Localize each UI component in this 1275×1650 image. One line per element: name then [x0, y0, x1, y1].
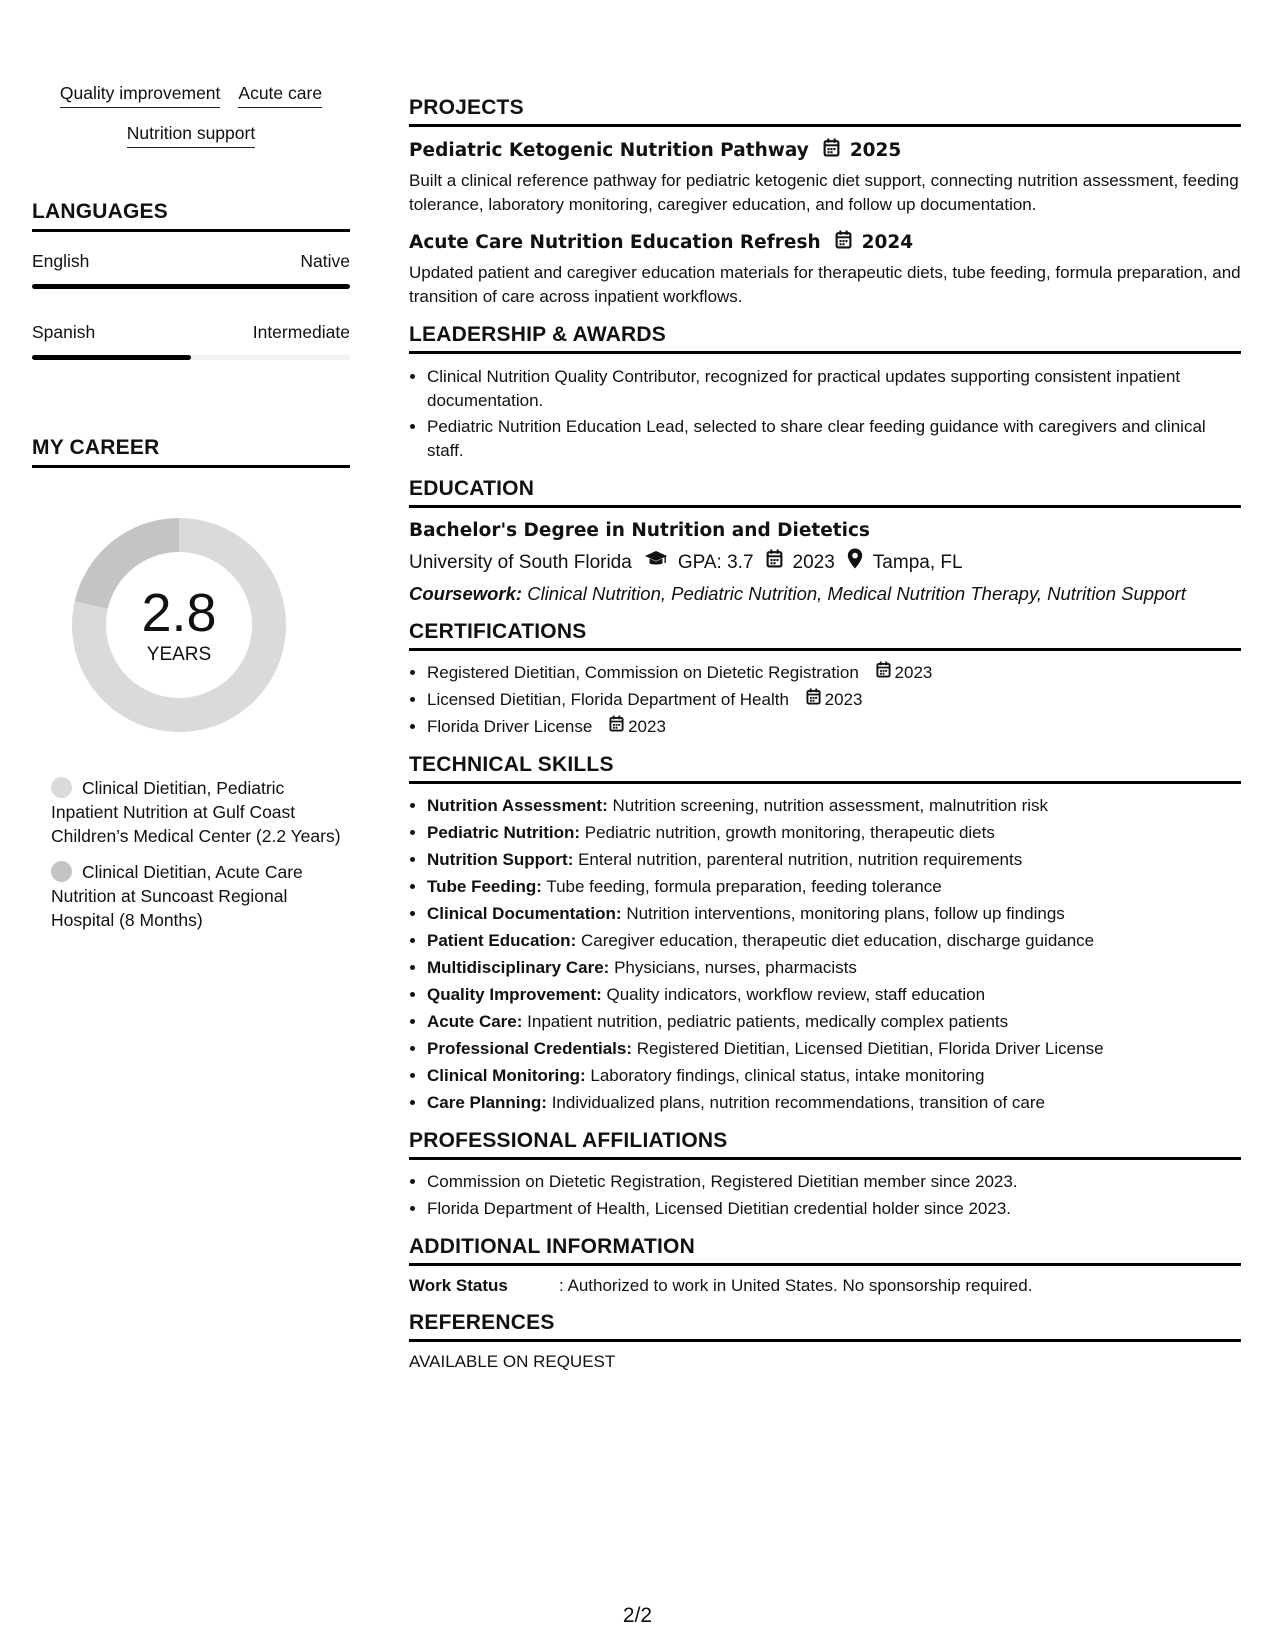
- languages-heading: LANGUAGES: [32, 200, 350, 232]
- project-item: [409, 230, 1241, 309]
- leadership-item: • Clinical Nutrition Quality Contributor, recognized for practical updates supporting consistent inpatient documentation.: [427, 365, 1241, 413]
- skill-tag: Nutrition support: [127, 122, 255, 148]
- affiliation-item: • Florida Department of Health, Licensed Dietitian credential holder since 2023.: [427, 1196, 1241, 1221]
- language-level: Native: [300, 251, 350, 271]
- language-item: [32, 321, 350, 360]
- certification-name: Registered Dietitian, Commission on Dietetic Registration: [427, 663, 859, 682]
- project-name: Acute Care Nutrition Education Refresh: [409, 232, 821, 253]
- languages-section: [32, 200, 350, 360]
- graduation-cap-icon: [644, 550, 668, 576]
- references-text: AVAILABLE ON REQUEST: [409, 1352, 616, 1371]
- technical-skill-item: [427, 982, 1241, 1007]
- technical-skill-label: Quality Improvement:: [427, 985, 602, 1004]
- technical-skill-label: Acute Care:: [427, 1012, 523, 1031]
- work-status-label: Work Status: [409, 1276, 508, 1295]
- technical-skill-value: Nutrition interventions, monitoring plans, follow up findings: [626, 904, 1065, 923]
- career-item-text: Clinical Dietitian, Pediatric Inpatient Nutrition at Gulf Coast Children’s Medical Center (2.2 Years): [51, 778, 341, 846]
- technical-skill-value: Pediatric nutrition, growth monitoring, therapeutic diets: [584, 823, 995, 842]
- calendar-icon: [609, 714, 624, 739]
- page-number: 2/2: [622, 1604, 653, 1627]
- affiliation-item: • Commission on Dietetic Registration, Registered Dietitian member since 2023.: [427, 1169, 1241, 1194]
- coursework-label: Coursework:: [409, 583, 523, 604]
- project-item: [409, 138, 1241, 217]
- technical-skill-item: [427, 955, 1241, 980]
- technical-skill-label: Nutrition Assessment:: [427, 796, 608, 815]
- technical-skill-item: [427, 1063, 1241, 1088]
- work-status-value: : Authorized to work in United States. No sponsorship required.: [559, 1276, 1033, 1295]
- technical-skill-value: Tube feeding, formula preparation, feeding tolerance: [546, 877, 942, 896]
- certification-item: [427, 660, 1241, 685]
- certification-item: [427, 687, 1241, 712]
- technical-skill-value: Individualized plans, nutrition recommendations, transition of care: [551, 1093, 1045, 1112]
- career-total-unit: YEARS: [146, 644, 212, 665]
- technical-skill-item: [427, 1036, 1241, 1061]
- technical-skill-label: Multidisciplinary Care:: [427, 958, 610, 977]
- technical-skill-item: [427, 1090, 1241, 1115]
- certification-year: 2023: [824, 690, 863, 709]
- projects-heading: PROJECTS: [409, 96, 1241, 127]
- career-donut-chart: [64, 510, 294, 740]
- project-year: 2024: [861, 232, 914, 253]
- certification-year: 2023: [894, 663, 933, 682]
- technical-skill-item: [427, 901, 1241, 926]
- education-heading: EDUCATION: [409, 477, 1241, 508]
- language-item: [32, 250, 350, 289]
- additional-info-section: [409, 1235, 1241, 1297]
- technical-skill-value: Registered Dietitian, Licensed Dietitian, Florida Driver License: [636, 1039, 1104, 1058]
- education-meta: [409, 548, 1241, 577]
- technical-skill-item: [427, 874, 1241, 899]
- gpa: GPA: 3.7: [677, 551, 754, 573]
- technical-skill-value: Quality indicators, workflow review, staff education: [606, 985, 986, 1004]
- project-description: Built a clinical reference pathway for pediatric ketogenic diet support, connecting nutrition assessment, feeding tolerance, laboratory monitoring, caregiver education, and follow up documentation.: [409, 171, 1239, 214]
- affiliations-section: [409, 1129, 1241, 1221]
- references-heading: REFERENCES: [409, 1311, 1241, 1342]
- technical-skill-label: Care Planning:: [427, 1093, 547, 1112]
- degree-title: Bachelor's Degree in Nutrition and Dietetics: [409, 520, 870, 541]
- technical-skill-value: Laboratory findings, clinical status, intake monitoring: [590, 1066, 985, 1085]
- skill-tag: Quality improvement: [60, 82, 220, 108]
- career-heading: MY CAREER: [32, 436, 350, 468]
- technical-skill-item: [427, 1009, 1241, 1034]
- certification-name: Licensed Dietitian, Florida Department of Health: [427, 690, 789, 709]
- certification-item: [427, 714, 1241, 739]
- technical-skills-section: [409, 753, 1241, 1115]
- career-section: [32, 436, 350, 932]
- technical-skill-label: Tube Feeding:: [427, 877, 542, 896]
- technical-skills-list: [409, 793, 1241, 1115]
- technical-skill-value: Nutrition screening, nutrition assessment, malnutrition risk: [612, 796, 1049, 815]
- graduation-year: 2023: [792, 551, 835, 573]
- language-level: Intermediate: [252, 322, 350, 342]
- technical-skill-item: [427, 820, 1241, 845]
- technical-skill-item: [427, 847, 1241, 872]
- left-column: [32, 82, 350, 932]
- project-description: Updated patient and caregiver education materials for therapeutic diets, tube feeding, formula preparation, and transition of care across inpatient workflows.: [409, 263, 1241, 306]
- technical-skill-value: Inpatient nutrition, pediatric patients, medically complex patients: [527, 1012, 1009, 1031]
- coursework: [409, 582, 1241, 606]
- calendar-icon: [766, 549, 783, 576]
- certification-year: 2023: [628, 717, 666, 736]
- leadership-section: [409, 323, 1241, 463]
- skill-tags: [32, 82, 350, 148]
- career-list: [51, 776, 341, 932]
- technical-skill-value: Caregiver education, therapeutic diet education, discharge guidance: [580, 931, 1095, 950]
- education-section: [409, 477, 1241, 606]
- calendar-icon: [835, 230, 852, 256]
- leadership-item: • Pediatric Nutrition Education Lead, selected to share clear feeding guidance with caregivers and clinical staff.: [427, 415, 1241, 463]
- skill-tag: Acute care: [238, 82, 322, 108]
- technical-skill-label: Patient Education:: [427, 931, 577, 950]
- career-item: [51, 776, 341, 848]
- language-proficiency-bar: [32, 355, 350, 360]
- certifications-heading: CERTIFICATIONS: [409, 620, 1241, 651]
- school-name: University of South Florida: [409, 551, 632, 573]
- certifications-section: [409, 620, 1241, 739]
- technical-skill-label: Nutrition Support:: [427, 850, 574, 869]
- language-proficiency-bar: [32, 284, 350, 289]
- additional-info-heading: ADDITIONAL INFORMATION: [409, 1235, 1241, 1266]
- technical-skill-value: Physicians, nurses, pharmacists: [614, 958, 857, 977]
- school-location: Tampa, FL: [872, 551, 963, 573]
- technical-skill-label: Professional Credentials:: [427, 1039, 633, 1058]
- career-legend-dot: [51, 777, 72, 798]
- references-section: [409, 1311, 1241, 1373]
- leadership-heading: LEADERSHIP & AWARDS: [409, 323, 1241, 354]
- project-year: 2025: [849, 140, 902, 161]
- career-item-text: Clinical Dietitian, Acute Care Nutrition at Suncoast Regional Hospital (8 Months): [51, 862, 303, 930]
- language-proficiency-fill: [32, 284, 350, 289]
- technical-skill-label: Pediatric Nutrition:: [427, 823, 581, 842]
- affiliations-heading: PROFESSIONAL AFFILIATIONS: [409, 1129, 1241, 1160]
- technical-skills-heading: TECHNICAL SKILLS: [409, 753, 1241, 784]
- project-name: Pediatric Ketogenic Nutrition Pathway: [409, 140, 809, 161]
- calendar-icon: [806, 687, 821, 712]
- career-total-years: 2.8: [141, 583, 217, 643]
- technical-skill-value: Enteral nutrition, parenteral nutrition, nutrition requirements: [578, 850, 1023, 869]
- projects-section: [409, 96, 1241, 309]
- coursework-list: Clinical Nutrition, Pediatric Nutrition, Medical Nutrition Therapy, Nutrition Support: [527, 583, 1186, 604]
- calendar-icon: [823, 138, 840, 164]
- location-pin-icon: [847, 548, 863, 577]
- certification-name: Florida Driver License: [427, 717, 593, 736]
- language-name: Spanish: [32, 322, 96, 342]
- career-item: [51, 860, 341, 932]
- technical-skill-item: [427, 928, 1241, 953]
- language-proficiency-fill: [32, 355, 191, 360]
- technical-skill-item: [427, 793, 1241, 818]
- calendar-icon: [876, 660, 891, 685]
- career-legend-dot: [51, 861, 72, 882]
- language-name: English: [32, 251, 90, 271]
- right-column: [409, 96, 1241, 1387]
- technical-skill-label: Clinical Documentation:: [427, 904, 622, 923]
- technical-skill-label: Clinical Monitoring:: [427, 1066, 586, 1085]
